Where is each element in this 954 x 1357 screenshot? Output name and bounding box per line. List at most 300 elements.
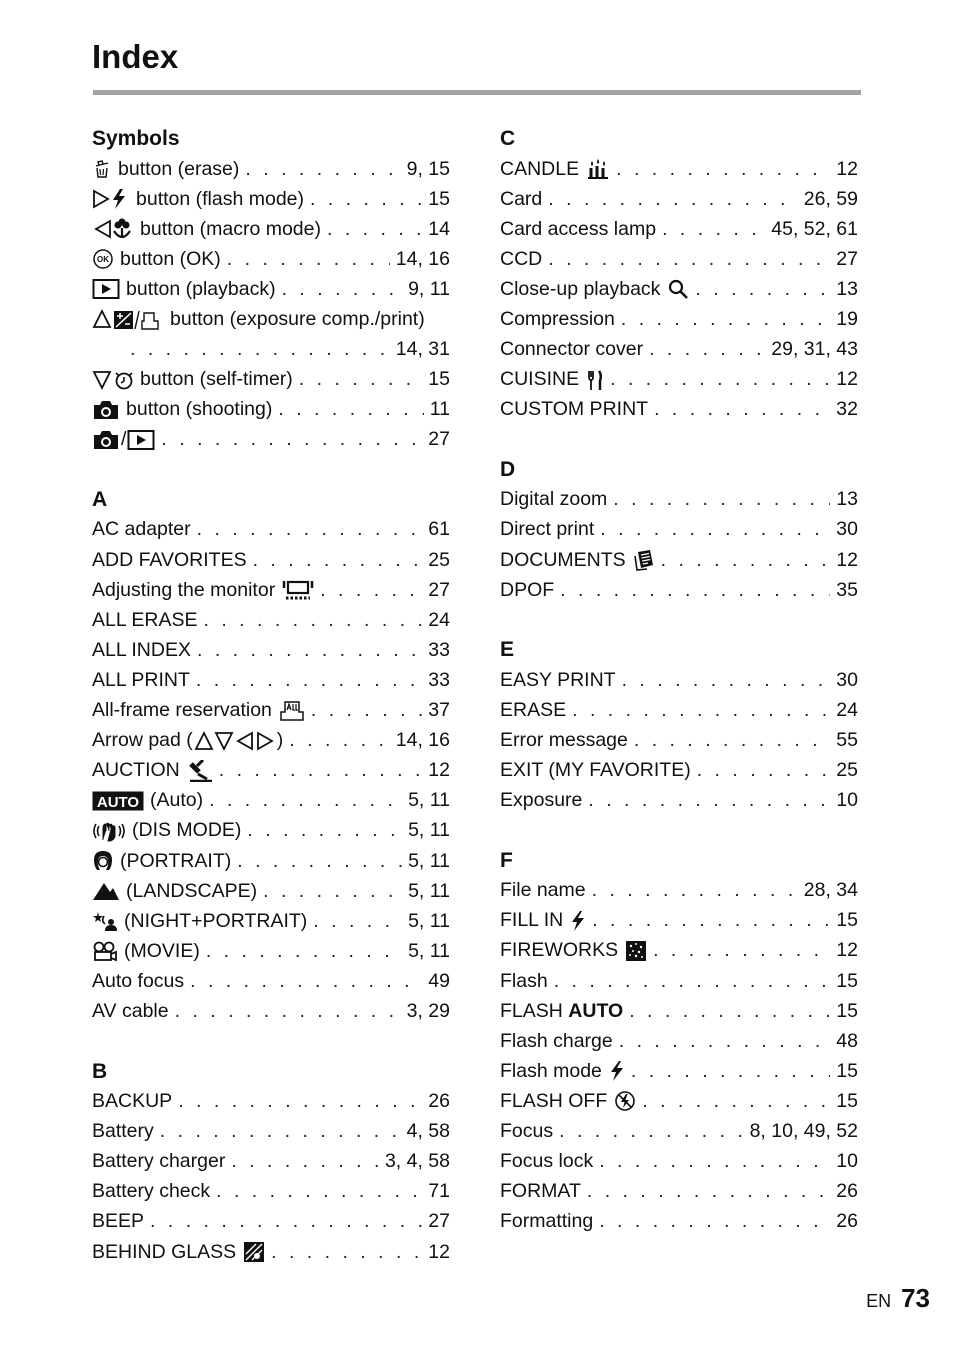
page-footer xyxy=(866,1283,930,1314)
entry-pages: 12 xyxy=(836,939,858,962)
index-entry xyxy=(92,605,450,635)
entry-pages: 12 xyxy=(428,759,450,782)
entry-label: (LANDSCAPE) xyxy=(126,879,258,902)
leader-dots xyxy=(206,940,402,963)
entry-label: Arrow pad ( xyxy=(92,729,193,752)
index-entry xyxy=(92,906,450,936)
leader-dots xyxy=(161,428,422,451)
index-entry xyxy=(500,665,858,695)
section-symbols xyxy=(92,124,450,455)
leader-dots xyxy=(600,518,830,541)
section-heading: E xyxy=(500,638,515,662)
magnifier-icon xyxy=(667,278,689,300)
entry-label: / xyxy=(121,428,127,451)
index-entry xyxy=(500,756,858,786)
entry-pages: 25 xyxy=(428,548,450,571)
leader-dots xyxy=(231,1150,379,1173)
entry-label: AUCTION xyxy=(92,759,180,782)
leader-dots xyxy=(613,488,830,511)
entry-pages: 15 xyxy=(836,969,858,992)
entry-pages: 5, 11 xyxy=(408,909,450,932)
entry-pages: 55 xyxy=(836,728,858,751)
leader-dots xyxy=(245,158,400,181)
leader-dots xyxy=(587,1180,830,1203)
leader-dots xyxy=(196,669,422,692)
entry-label: Error message xyxy=(500,728,628,751)
entry-label: Direct print xyxy=(500,518,595,541)
entry-label: Flash charge xyxy=(500,1029,613,1052)
fork-knife-icon xyxy=(586,369,604,391)
entry-label: BACKUP xyxy=(92,1090,173,1113)
index-entry xyxy=(500,545,858,575)
leader-dots xyxy=(216,1180,422,1203)
index-entry-exposure-print xyxy=(92,304,450,334)
index-entry-ok xyxy=(92,244,450,274)
leader-dots xyxy=(175,1000,401,1023)
index-entry xyxy=(500,1026,858,1056)
entry-pages: 9, 15 xyxy=(406,157,450,180)
leader-dots xyxy=(554,970,831,993)
leader-dots xyxy=(572,699,830,722)
arrow-down-self-timer-icon xyxy=(92,369,134,391)
entry-label: ALL ERASE xyxy=(92,608,198,631)
entry-pages: 14, 31 xyxy=(395,338,450,361)
index-entry-shooting xyxy=(92,395,450,425)
index-entry xyxy=(500,695,858,725)
leader-dots xyxy=(282,278,402,301)
section-e xyxy=(500,635,858,815)
title-rule xyxy=(93,90,861,95)
entry-pages: 33 xyxy=(428,638,450,661)
index-entry xyxy=(92,876,450,906)
index-entry xyxy=(92,665,450,695)
arrow-pad-icon xyxy=(194,730,276,752)
flash-off-icon xyxy=(614,1090,636,1112)
entry-label: Digital zoom xyxy=(500,488,608,511)
entry-label: button (shooting) xyxy=(126,398,273,421)
landscape-mountain-icon xyxy=(92,880,120,902)
leader-dots xyxy=(278,398,423,421)
entry-label: Focus lock xyxy=(500,1150,594,1173)
index-entry xyxy=(92,575,450,605)
entry-pages: 15 xyxy=(836,999,858,1022)
index-entry xyxy=(500,515,858,545)
entry-pages: 19 xyxy=(836,308,858,331)
leader-dots xyxy=(697,759,831,782)
camera-icon xyxy=(92,429,120,451)
entry-pages: 48 xyxy=(836,1029,858,1052)
leader-dots xyxy=(560,579,830,602)
entry-pages: 14 xyxy=(428,217,450,240)
index-entry xyxy=(92,1117,450,1147)
entry-label: AV cable xyxy=(92,999,169,1022)
fireworks-icon xyxy=(625,940,647,962)
index-entry xyxy=(500,365,858,395)
entry-pages: 30 xyxy=(836,668,858,691)
entry-pages: 25 xyxy=(836,759,858,782)
leader-dots xyxy=(621,308,830,331)
leader-dots xyxy=(548,188,798,211)
entry-label: (Auto) xyxy=(150,789,204,812)
monitor-brightness-icon xyxy=(282,579,314,601)
entry-label: Formatting xyxy=(500,1210,594,1233)
index-entry xyxy=(92,1087,450,1117)
leader-dots xyxy=(263,880,402,903)
entry-label: Battery check xyxy=(92,1180,211,1203)
entry-label: FIREWORKS xyxy=(500,939,619,962)
index-entry xyxy=(92,786,450,816)
entry-pages: 13 xyxy=(836,277,858,300)
index-column-right xyxy=(500,124,858,1267)
entry-label: EXIT (MY FAVORITE) xyxy=(500,759,691,782)
leader-dots xyxy=(227,248,390,271)
leader-dots xyxy=(197,518,423,541)
leader-dots xyxy=(160,1120,401,1143)
index-entry xyxy=(500,906,858,936)
index-entry xyxy=(92,756,450,786)
entry-label: (DIS MODE) xyxy=(132,819,242,842)
entry-label: BEEP xyxy=(92,1210,145,1233)
index-entry xyxy=(92,545,450,575)
index-entry-playback xyxy=(92,274,450,304)
entry-label: File name xyxy=(500,879,586,902)
entry-pages: 32 xyxy=(836,398,858,421)
entry-pages: 9, 11 xyxy=(408,277,450,300)
entry-label: ) xyxy=(276,729,284,752)
playback-icon xyxy=(127,429,155,451)
arrow-up-exposure-print-icon xyxy=(92,308,164,332)
entry-pages: 27 xyxy=(428,578,450,601)
index-entry xyxy=(500,485,858,515)
entry-label: FORMAT xyxy=(500,1180,581,1203)
index-entry xyxy=(500,244,858,274)
candle-icon xyxy=(586,158,610,180)
index-entry-macro-mode xyxy=(92,214,450,244)
entry-label: button (flash mode) xyxy=(136,187,305,210)
entry-pages: 14, 16 xyxy=(395,247,450,270)
entry-pages: 15 xyxy=(428,187,450,210)
entry-pages: 8, 10, 49, 52 xyxy=(749,1119,858,1142)
entry-label: ERASE xyxy=(500,698,567,721)
entry-pages: 37 xyxy=(428,699,450,722)
entry-pages: 3, 4, 58 xyxy=(384,1150,450,1173)
leader-dots xyxy=(629,1000,830,1023)
leader-dots xyxy=(204,609,423,632)
entry-label: DOCUMENTS xyxy=(500,548,626,571)
entry-label: Focus xyxy=(500,1119,554,1142)
leader-dots xyxy=(253,549,423,572)
index-entry-exposure-print-pages xyxy=(92,335,450,365)
entry-label: (MOVIE) xyxy=(124,939,200,962)
svg-text:AUTO: AUTO xyxy=(96,793,140,811)
entry-pages: 24 xyxy=(428,608,450,631)
entry-label: Flash xyxy=(500,969,548,992)
entry-label: BEHIND GLASS xyxy=(92,1240,237,1263)
leader-dots xyxy=(197,639,422,662)
index-entry xyxy=(500,786,858,816)
entry-label: Close-up playback xyxy=(500,277,661,300)
behind-glass-icon xyxy=(243,1241,265,1263)
entry-pages: 12 xyxy=(836,548,858,571)
leader-dots xyxy=(616,158,830,181)
leader-dots xyxy=(654,398,830,421)
entry-pages: 5, 11 xyxy=(408,789,450,812)
index-entry xyxy=(92,1207,450,1237)
leader-dots xyxy=(592,909,830,932)
index-entry xyxy=(92,696,450,726)
entry-pages: 27 xyxy=(428,1210,450,1233)
entry-label: FILL IN xyxy=(500,909,564,932)
page-title: Index xyxy=(92,38,179,75)
ok-button-icon xyxy=(92,248,114,270)
index-entry xyxy=(92,846,450,876)
entry-label: Connector cover xyxy=(500,338,644,361)
arrow-left-macro-icon xyxy=(92,218,134,240)
leader-dots xyxy=(695,278,830,301)
entry-label: Card access lamp xyxy=(500,217,657,240)
entry-label: EASY PRINT xyxy=(500,668,616,691)
entry-label: Battery charger xyxy=(92,1150,226,1173)
leader-dots xyxy=(642,1090,830,1113)
index-entry xyxy=(500,966,858,996)
section-b xyxy=(92,1057,450,1268)
entry-label: ALL INDEX xyxy=(92,638,191,661)
leader-dots xyxy=(130,338,390,361)
section-heading: Symbols xyxy=(92,127,180,150)
section-heading: B xyxy=(92,1059,108,1083)
leader-dots xyxy=(327,218,422,241)
index-entry xyxy=(92,1237,450,1267)
index-entry xyxy=(500,725,858,755)
leader-dots xyxy=(619,1030,831,1053)
leader-dots xyxy=(634,729,830,752)
entry-pages: 27 xyxy=(428,428,450,451)
entry-pages: 10 xyxy=(836,1150,858,1173)
index-entry xyxy=(500,335,858,365)
leader-dots xyxy=(209,789,402,812)
index-entry xyxy=(500,1147,858,1177)
leader-dots xyxy=(219,759,423,782)
entry-pages: 12 xyxy=(836,368,858,391)
entry-label: Card xyxy=(500,187,543,210)
section-c xyxy=(500,124,858,425)
leader-dots xyxy=(289,729,389,752)
entry-pages: 26, 59 xyxy=(803,187,858,210)
index-entry xyxy=(92,726,450,756)
leader-dots xyxy=(588,789,830,812)
leader-dots xyxy=(653,939,830,962)
leader-dots xyxy=(313,910,402,933)
leader-dots xyxy=(299,368,423,391)
index-entry xyxy=(500,1056,858,1086)
camera-icon xyxy=(92,399,120,421)
entry-label: AC adapter xyxy=(92,518,191,541)
all-frame-print-icon xyxy=(279,700,305,722)
index-entry xyxy=(92,966,450,996)
entry-label: button (exposure comp./print) xyxy=(170,308,425,331)
entry-pages: 24 xyxy=(836,698,858,721)
index-entry xyxy=(92,996,450,1026)
leader-dots xyxy=(599,1210,830,1233)
entry-label: Auto focus xyxy=(92,969,185,992)
leader-dots xyxy=(237,850,402,873)
index-entry-erase xyxy=(92,154,450,184)
entry-pages: 12 xyxy=(836,157,858,180)
playback-icon xyxy=(92,278,120,300)
language-code: EN xyxy=(866,1291,892,1311)
entry-label: CUISINE xyxy=(500,368,580,391)
leader-dots xyxy=(631,1060,830,1083)
entry-label: Exposure xyxy=(500,789,583,812)
index-entry xyxy=(500,1086,858,1116)
index-entry-flash-mode xyxy=(92,184,450,214)
entry-pages: 35 xyxy=(836,578,858,601)
index-entry xyxy=(92,1177,450,1207)
entry-pages: 29, 31, 43 xyxy=(771,338,858,361)
entry-label: All-frame reservation xyxy=(92,699,272,722)
entry-label: ALL PRINT xyxy=(92,668,190,691)
index-entry xyxy=(92,515,450,545)
index-entry xyxy=(500,876,858,906)
entry-pages: 5, 11 xyxy=(408,939,450,962)
auto-bold-label: AUTO xyxy=(568,999,624,1022)
entry-pages: 30 xyxy=(836,518,858,541)
leader-dots xyxy=(599,1150,830,1173)
entry-label: button (erase) xyxy=(118,157,240,180)
entry-pages: 5, 11 xyxy=(408,849,450,872)
leader-dots xyxy=(150,1210,422,1233)
section-a xyxy=(92,485,450,1027)
leader-dots xyxy=(548,248,830,271)
index-entry xyxy=(500,1116,858,1146)
index-entry xyxy=(500,575,858,605)
entry-pages: 26 xyxy=(836,1210,858,1233)
entry-pages: 61 xyxy=(428,518,450,541)
entry-pages: 10 xyxy=(836,789,858,812)
night-portrait-icon xyxy=(92,910,118,932)
entry-pages: 27 xyxy=(836,247,858,270)
leader-dots xyxy=(649,338,765,361)
index-entry-shooting-playback xyxy=(92,425,450,455)
section-heading: F xyxy=(500,848,513,872)
leader-dots xyxy=(310,188,422,211)
index-entry xyxy=(500,996,858,1026)
entry-label: (NIGHT+PORTRAIT) xyxy=(124,909,308,932)
entry-pages: 26 xyxy=(836,1180,858,1203)
index-entry xyxy=(92,635,450,665)
leader-dots xyxy=(311,699,422,722)
portrait-icon xyxy=(92,850,114,872)
index-entry xyxy=(500,304,858,334)
section-d xyxy=(500,455,858,605)
index-entry-self-timer xyxy=(92,365,450,395)
leader-dots xyxy=(610,368,830,391)
leader-dots xyxy=(662,218,765,241)
entry-pages: 14, 16 xyxy=(395,729,450,752)
movie-camera-icon xyxy=(92,940,118,962)
trash-icon xyxy=(92,159,112,179)
entry-pages: 12 xyxy=(428,1240,450,1263)
entry-pages: 4, 58 xyxy=(406,1120,450,1143)
leader-dots xyxy=(592,879,798,902)
entry-pages: 15 xyxy=(428,368,450,391)
section-f xyxy=(500,846,858,1237)
entry-pages: 15 xyxy=(836,909,858,932)
section-heading: D xyxy=(500,457,516,481)
entry-label: FLASH OFF xyxy=(500,1089,608,1112)
auto-mode-icon xyxy=(92,790,144,812)
index-entry xyxy=(500,154,858,184)
entry-label: CUSTOM PRINT xyxy=(500,398,649,421)
flash-icon xyxy=(570,910,586,932)
leader-dots xyxy=(661,549,831,572)
entry-pages: 13 xyxy=(836,488,858,511)
entry-pages: 28, 34 xyxy=(803,879,858,902)
entry-label: button (playback) xyxy=(126,277,276,300)
entry-label: CCD xyxy=(500,247,543,270)
entry-label: Battery xyxy=(92,1120,154,1143)
dis-mode-hand-icon xyxy=(92,820,126,842)
flash-icon xyxy=(609,1060,625,1082)
index-entry xyxy=(500,184,858,214)
entry-label: (PORTRAIT) xyxy=(120,849,232,872)
index-entry xyxy=(500,214,858,244)
auction-gavel-icon xyxy=(187,760,213,782)
index-column-left xyxy=(92,124,450,1297)
entry-pages: 26 xyxy=(428,1090,450,1113)
leader-dots xyxy=(622,669,831,692)
index-entry xyxy=(500,1207,858,1237)
entry-pages: 49 xyxy=(428,969,450,992)
index-entry xyxy=(92,816,450,846)
entry-label: Flash mode xyxy=(500,1059,602,1082)
entry-pages: 45, 52, 61 xyxy=(771,217,858,240)
entry-pages: 33 xyxy=(428,668,450,691)
section-heading: A xyxy=(92,487,108,511)
page-number: 73 xyxy=(901,1283,930,1313)
entry-pages: 3, 29 xyxy=(406,999,450,1022)
index-entry xyxy=(500,1177,858,1207)
entry-label: FLASH AUTO xyxy=(500,999,624,1022)
entry-label: button (self-timer) xyxy=(140,368,293,391)
entry-pages: 5, 11 xyxy=(408,819,450,842)
svg-text:OK: OK xyxy=(97,255,109,265)
index-entry xyxy=(500,936,858,966)
leader-dots xyxy=(247,819,402,842)
index-entry xyxy=(92,1147,450,1177)
leader-dots xyxy=(559,1120,743,1143)
index-entry xyxy=(92,936,450,966)
entry-pages: 15 xyxy=(836,1089,858,1112)
entry-pages: 71 xyxy=(428,1180,450,1203)
index-entry xyxy=(500,274,858,304)
entry-pages: 11 xyxy=(429,398,450,421)
entry-label: Compression xyxy=(500,308,615,331)
leader-dots xyxy=(320,579,422,602)
entry-label: ADD FAVORITES xyxy=(92,548,247,571)
entry-label: CANDLE xyxy=(500,157,580,180)
entry-label: Adjusting the monitor xyxy=(92,578,276,601)
section-heading: C xyxy=(500,127,516,150)
leader-dots xyxy=(178,1090,422,1113)
entry-pages: 5, 11 xyxy=(408,879,450,902)
entry-label: button (OK) xyxy=(120,247,221,270)
leader-dots xyxy=(190,970,422,993)
leader-dots xyxy=(271,1241,422,1264)
entry-label: button (macro mode) xyxy=(140,217,321,240)
index-entry xyxy=(500,395,858,425)
entry-pages: 15 xyxy=(836,1059,858,1082)
